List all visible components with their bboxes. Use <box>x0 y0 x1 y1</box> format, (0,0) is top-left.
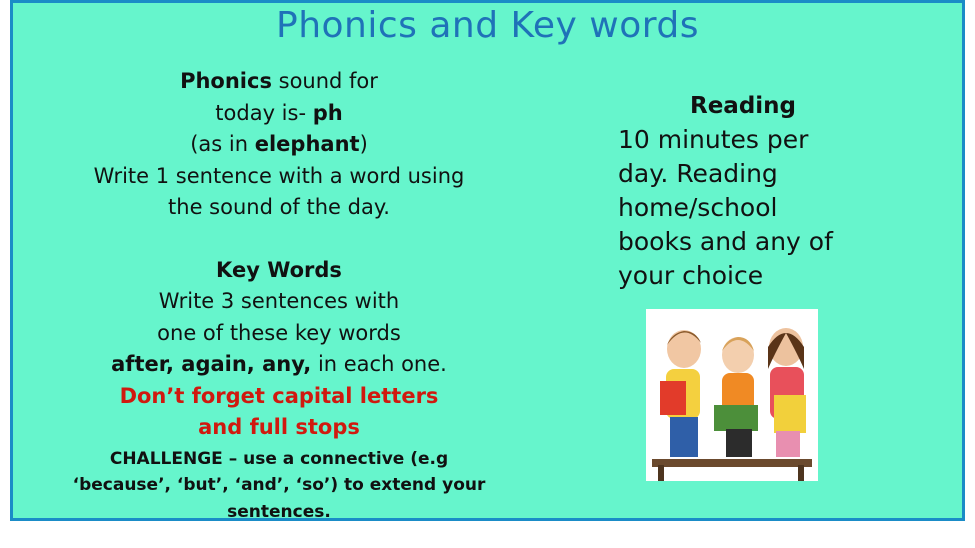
reading-heading: Reading <box>689 93 796 119</box>
reading-section <box>618 91 908 293</box>
phonics-line-5: the sound of the day. <box>168 195 390 219</box>
key-words-line-2: one of these key words <box>157 320 401 345</box>
phonics-example: elephant <box>254 132 360 156</box>
phonics-line-3: (as in elephant) <box>190 132 368 156</box>
phonics-sound: ph <box>312 100 343 125</box>
spacer <box>63 224 495 255</box>
reading-body: 10 minutes per day. Reading home/school books and any of your choice <box>618 125 833 290</box>
slide <box>10 0 965 521</box>
challenge-text: CHALLENGE – use a connective (e.g ‘because’, ‘but’, ‘and’, ‘so’) to extend your sentences. <box>72 448 486 522</box>
reminder-line-1: Don’t forget capital letters <box>119 383 439 408</box>
phonics-section <box>63 66 495 525</box>
phonics-line-2: today is- ph <box>215 100 343 125</box>
key-words-list: after, again, any, <box>111 352 312 376</box>
key-words-line-3: after, again, any, in each one. <box>111 352 447 376</box>
reminder-line-2: and full stops <box>198 415 360 439</box>
children-reading-illustration <box>646 309 818 481</box>
phonics-word: Phonics <box>180 69 272 93</box>
page-title: Phonics and Key words <box>276 5 699 46</box>
phonics-line-1: Phonics sound for <box>180 69 378 93</box>
key-words-heading: Key Words <box>216 257 342 282</box>
phonics-line-4: Write 1 sentence with a word using <box>93 163 465 188</box>
children-reading-photo <box>646 309 818 481</box>
key-words-line-1: Write 3 sentences with <box>158 289 400 313</box>
